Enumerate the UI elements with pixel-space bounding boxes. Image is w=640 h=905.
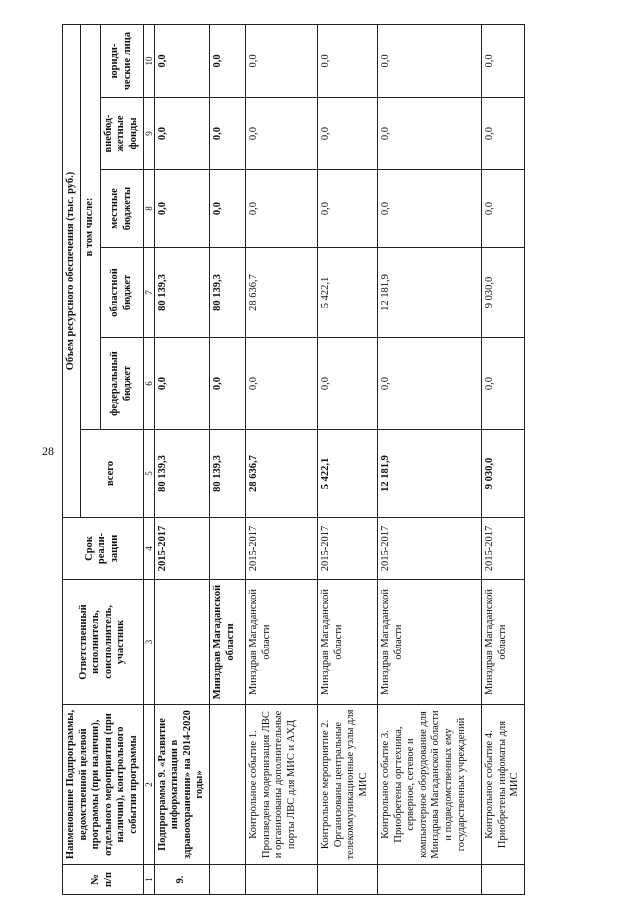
- rotated-table-container: [62, 25, 587, 895]
- row-no: [317, 865, 377, 895]
- row-local: 0,0: [377, 170, 481, 248]
- row-federal: 0,0: [377, 338, 481, 430]
- row-legal: 0,0: [209, 24, 245, 97]
- header-total: всего: [80, 430, 143, 518]
- header-executor: Ответственный исполнитель, соисполнитель, участник: [63, 580, 144, 705]
- table-row: [245, 24, 317, 894]
- header-name: Наименование Подпрограммы, ведомственной целевой программы (при наличии), отдельного мероприятия (при наличии), контрольного события программы: [63, 705, 144, 865]
- col-number: 4: [143, 518, 154, 580]
- col-number: 2: [143, 705, 154, 865]
- row-local: 0,0: [154, 170, 209, 248]
- row-total: 28 636,7: [245, 430, 317, 518]
- row-offbudget: 0,0: [377, 98, 481, 170]
- row-legal: 0,0: [377, 24, 481, 97]
- row-no: [377, 865, 481, 895]
- row-executor: Минздрав Магаданской области: [317, 580, 377, 705]
- row-name: [209, 705, 245, 865]
- row-executor: Минздрав Магаданской области: [377, 580, 481, 705]
- row-federal: 0,0: [154, 338, 209, 430]
- col-number: 9: [143, 98, 154, 170]
- row-total: 12 181,9: [377, 430, 481, 518]
- row-total: 80 139,3: [154, 430, 209, 518]
- row-term: 2015-2017: [481, 518, 524, 580]
- row-federal: 0,0: [481, 338, 524, 430]
- row-total: 5 422,1: [317, 430, 377, 518]
- row-name: Подпрограмма 9. «Развитие информатизации в здравоохранении» на 2014-2020 годы»: [154, 705, 209, 865]
- page-number: 28: [42, 444, 54, 458]
- column-number-row: [143, 24, 154, 894]
- table-row: [377, 24, 481, 894]
- col-number: 10: [143, 24, 154, 97]
- row-local: 0,0: [245, 170, 317, 248]
- row-no: [245, 865, 317, 895]
- row-regional: 12 181,9: [377, 248, 481, 338]
- row-offbudget: 0,0: [317, 98, 377, 170]
- row-name: Контрольное событие 1. Произведена модернизация ЛВС и организованы дополнительные порты ЛВС для МИС и АХД: [245, 705, 317, 865]
- row-federal: 0,0: [245, 338, 317, 430]
- row-regional: 80 139,3: [154, 248, 209, 338]
- table-row: [209, 24, 245, 894]
- row-offbudget: 0,0: [209, 98, 245, 170]
- row-total: 9 030,0: [481, 430, 524, 518]
- row-legal: 0,0: [154, 24, 209, 97]
- col-number: 1: [143, 865, 154, 895]
- row-no: [481, 865, 524, 895]
- col-number: 7: [143, 248, 154, 338]
- row-local: 0,0: [481, 170, 524, 248]
- row-executor: Минздрав Магаданской области: [245, 580, 317, 705]
- row-legal: 0,0: [245, 24, 317, 97]
- header-regional: областной бюджет: [100, 248, 143, 338]
- row-no: 9.: [154, 865, 209, 895]
- row-no: [209, 865, 245, 895]
- row-regional: 28 636,7: [245, 248, 317, 338]
- row-legal: 0,0: [317, 24, 377, 97]
- header-federal: федеральный бюджет: [100, 338, 143, 430]
- row-offbudget: 0,0: [481, 98, 524, 170]
- row-term: [209, 518, 245, 580]
- row-regional: 9 030,0: [481, 248, 524, 338]
- col-number: 8: [143, 170, 154, 248]
- header-legal: юриди-ческие лица: [100, 24, 143, 97]
- row-local: 0,0: [209, 170, 245, 248]
- header-term: Срок реали-зации: [63, 518, 144, 580]
- header-no: № п/п: [63, 865, 144, 895]
- row-federal: 0,0: [317, 338, 377, 430]
- row-term: 2015-2017: [154, 518, 209, 580]
- row-name: Контрольное событие 3. Приобретены оргтехника, серверное, сетевое и компьютерное оборудование для Минздрава Магаданской области и подведомственных ему государственных учреждений: [377, 705, 481, 865]
- header-offbudget: внебюд-жетные фонды: [100, 98, 143, 170]
- row-regional: 80 139,3: [209, 248, 245, 338]
- resource-table: [62, 24, 525, 895]
- row-legal: 0,0: [481, 24, 524, 97]
- header-including: в том числе:: [80, 24, 100, 429]
- row-offbudget: 0,0: [154, 98, 209, 170]
- row-name: Контрольное событие 4. Приобретены инфоматы для МИС: [481, 705, 524, 865]
- row-term: 2015-2017: [245, 518, 317, 580]
- row-executor: Минздрав Магаданской области: [209, 580, 245, 705]
- row-federal: 0,0: [209, 338, 245, 430]
- row-executor: Минздрав Магаданской области: [481, 580, 524, 705]
- table-row: [317, 24, 377, 894]
- table-row: [154, 24, 209, 894]
- row-term: 2015-2017: [377, 518, 481, 580]
- table-row: [481, 24, 524, 894]
- col-number: 6: [143, 338, 154, 430]
- row-executor: [154, 580, 209, 705]
- row-total: 80 139,3: [209, 430, 245, 518]
- row-local: 0,0: [317, 170, 377, 248]
- row-regional: 5 422,1: [317, 248, 377, 338]
- col-number: 5: [143, 430, 154, 518]
- row-term: 2015-2017: [317, 518, 377, 580]
- row-offbudget: 0,0: [245, 98, 317, 170]
- header-local: местные бюджеты: [100, 170, 143, 248]
- col-number: 3: [143, 580, 154, 705]
- header-resources: Объем ресурсного обеспечения (тыс. руб.): [63, 24, 81, 517]
- row-name: Контрольное мероприятие 2. Организованы центральные телекоммуникационные узлы для МИС: [317, 705, 377, 865]
